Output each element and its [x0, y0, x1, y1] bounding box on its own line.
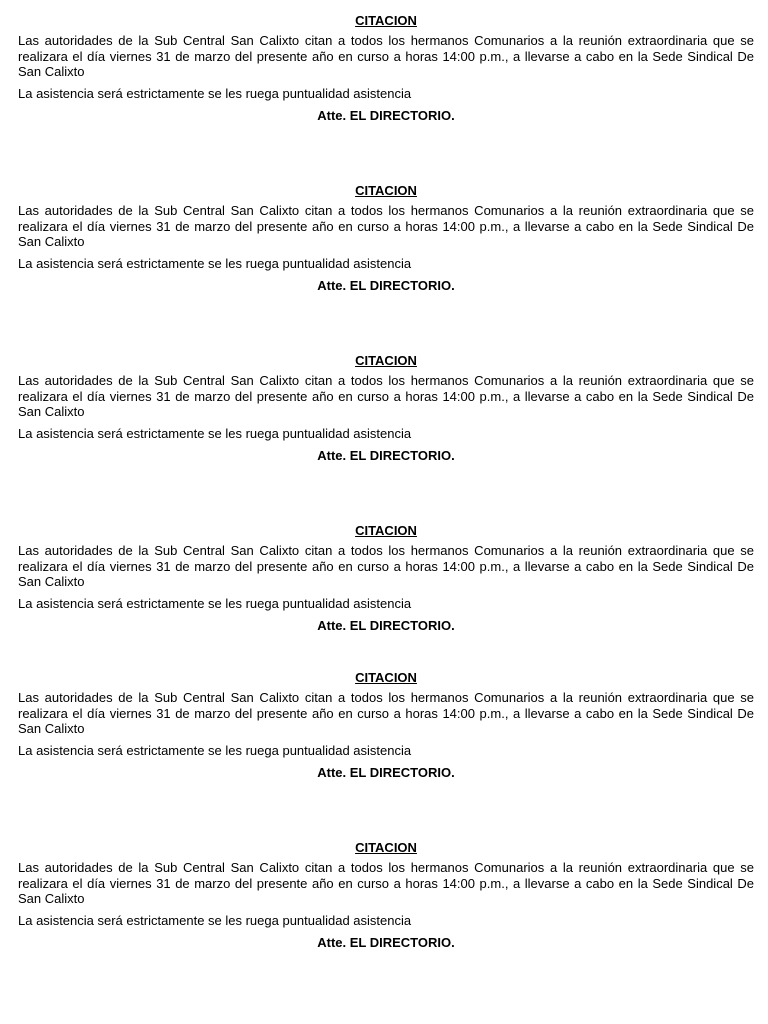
- notice-attendance: La asistencia será estrictamente se les ruega puntualidad asistencia: [18, 742, 412, 758]
- notice-attendance: La asistencia será estrictamente se les ruega puntualidad asistencia: [18, 595, 412, 611]
- notice-body: Las autoridades de la Sub Central San Calixto citan a todos los hermanos Comunarios a la reunión extraordinaria que se realizara el día viernes 31 de marzo del presente año en curso a horas 14:00 p.m., a llevarse a cabo en la Sede Sindical De San Calixto: [18, 690, 754, 736]
- notice-signature: Atte. EL DIRECTORIO.: [317, 617, 455, 633]
- notice-4: [18, 523, 754, 633]
- notice-attendance: La asistencia será estrictamente se les ruega puntualidad asistencia: [18, 425, 412, 441]
- notice-title: CITACION: [355, 183, 417, 198]
- notice-2: [18, 183, 754, 293]
- notice-title: CITACION: [355, 523, 417, 538]
- notice-signature: Atte. EL DIRECTORIO.: [317, 107, 455, 123]
- notice-body: Las autoridades de la Sub Central San Calixto citan a todos los hermanos Comunarios a la reunión extraordinaria que se realizara el día viernes 31 de marzo del presente año en curso a horas 14:00 p.m., a llevarse a cabo en la Sede Sindical De San Calixto: [18, 543, 754, 589]
- notice-body: Las autoridades de la Sub Central San Calixto citan a todos los hermanos Comunarios a la reunión extraordinaria que se realizara el día viernes 31 de marzo del presente año en curso a horas 14:00 p.m., a llevarse a cabo en la Sede Sindical De San Calixto: [18, 860, 754, 906]
- notice-signature: Atte. EL DIRECTORIO.: [317, 447, 455, 463]
- notice-title: CITACION: [355, 840, 417, 855]
- notice-signature: Atte. EL DIRECTORIO.: [317, 277, 455, 293]
- notice-5: [18, 670, 754, 780]
- notice-title: CITACION: [355, 13, 417, 28]
- notice-body: Las autoridades de la Sub Central San Calixto citan a todos los hermanos Comunarios a la reunión extraordinaria que se realizara el día viernes 31 de marzo del presente año en curso a horas 14:00 p.m., a llevarse a cabo en la Sede Sindical De San Calixto: [18, 373, 754, 419]
- notice-body: Las autoridades de la Sub Central San Calixto citan a todos los hermanos Comunarios a la reunión extraordinaria que se realizara el día viernes 31 de marzo del presente año en curso a horas 14:00 p.m., a llevarse a cabo en la Sede Sindical De San Calixto: [18, 33, 754, 79]
- notice-3: [18, 353, 754, 463]
- notice-body: Las autoridades de la Sub Central San Calixto citan a todos los hermanos Comunarios a la reunión extraordinaria que se realizara el día viernes 31 de marzo del presente año en curso a horas 14:00 p.m., a llevarse a cabo en la Sede Sindical De San Calixto: [18, 203, 754, 249]
- notice-attendance: La asistencia será estrictamente se les ruega puntualidad asistencia: [18, 85, 412, 101]
- notice-1: [18, 13, 754, 123]
- notice-6: [18, 840, 754, 950]
- notice-title: CITACION: [355, 353, 417, 368]
- notice-title: CITACION: [355, 670, 417, 685]
- notice-attendance: La asistencia será estrictamente se les ruega puntualidad asistencia: [18, 255, 412, 271]
- notice-signature: Atte. EL DIRECTORIO.: [317, 934, 455, 950]
- notice-attendance: La asistencia será estrictamente se les ruega puntualidad asistencia: [18, 912, 412, 928]
- notice-signature: Atte. EL DIRECTORIO.: [317, 764, 455, 780]
